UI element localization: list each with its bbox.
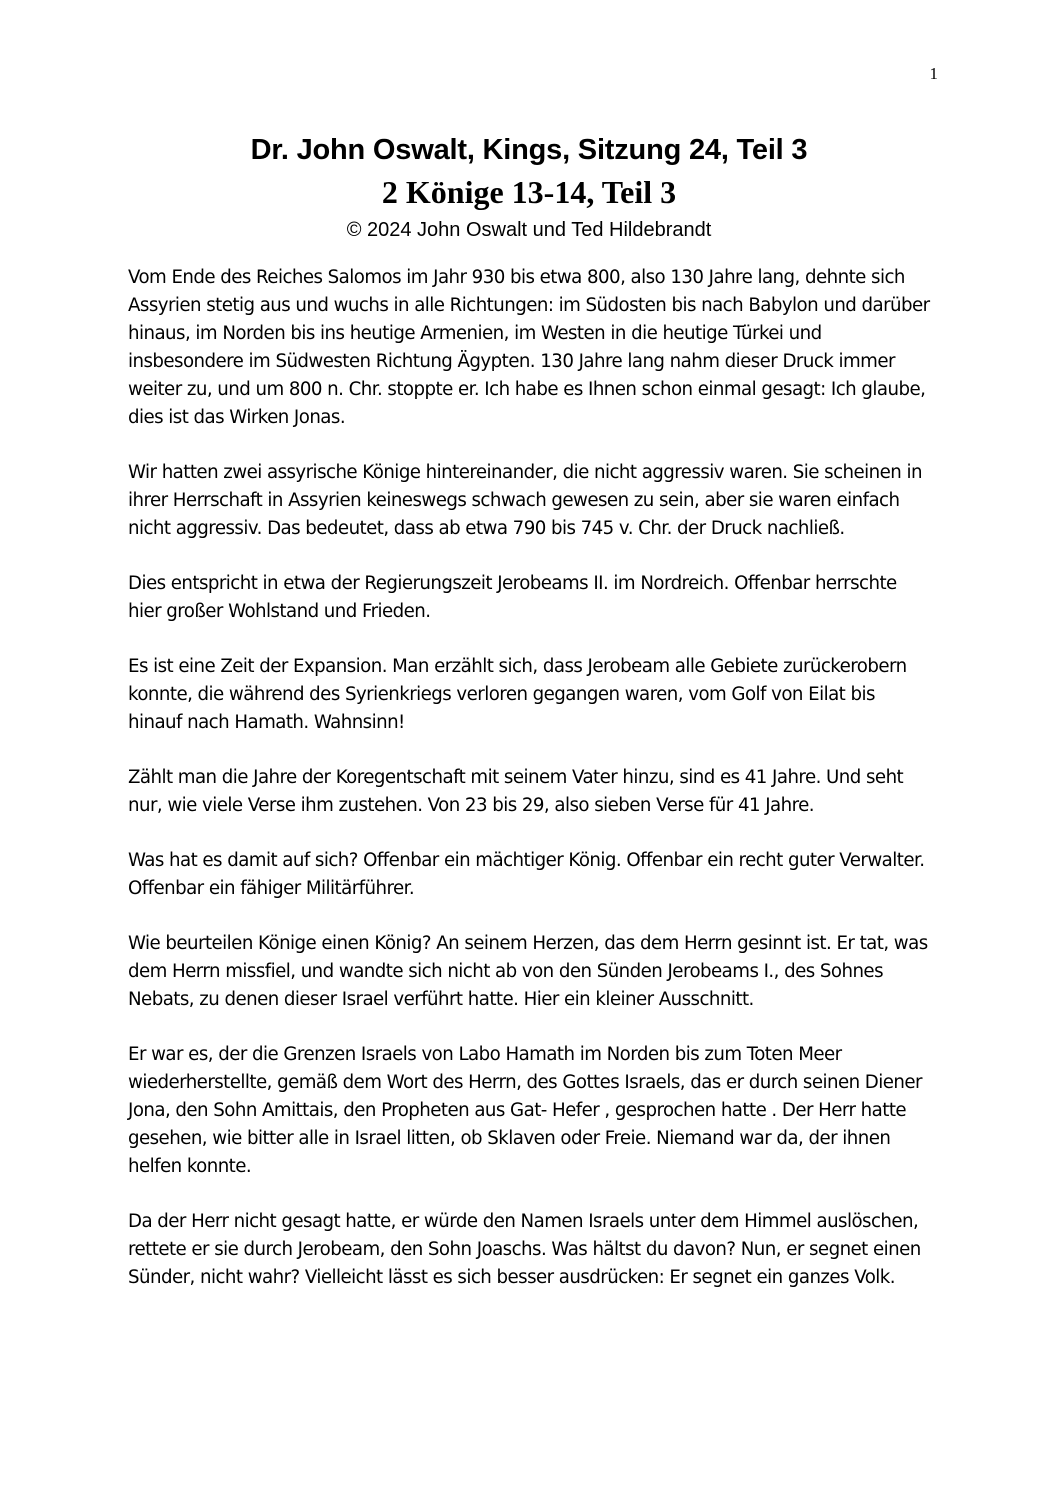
document-body (128, 264, 934, 1319)
document-title: Dr. John Oswalt, Kings, Sitzung 24, Teil 3 (250, 134, 808, 166)
paragraph-5: Zählt man die Jahre der Koregentschaft mit seinem Vater hinzu, sind es 41 Jahre. Und seht nur, wie viele Verse ihm zustehen. Von 23 bis 29, also sieben Verse für 41 Jahre. (128, 767, 904, 816)
document-subtitle: 2 Könige 13-14, Teil 3 (381, 174, 677, 210)
paragraph-6: Was hat es damit auf sich? Offenbar ein mächtiger König. Offenbar ein recht guter Verwalter. Offenbar ein fähiger Militärführer. (128, 850, 925, 899)
paragraph-4: Es ist eine Zeit der Expansion. Man erzählt sich, dass Jerobeam alle Gebiete zurückerobern konnte, die während des Syrienkriegs verloren gegangen waren, vom Golf von Eilat bis hinauf nach Hamath. Wahnsinn! (128, 656, 907, 733)
paragraph-8: Er war es, der die Grenzen Israels von Labo Hamath im Norden bis zum Toten Meer wiederherstellte, gemäß dem Wort des Herrn, des Gottes Israels, das er durch seinen Diener Jona, den Sohn Amittais, den Propheten aus Gat- Hefer , gesprochen hatte . Der Herr hatte gesehen, wie bitter alle in Israel litten, ob Sklaven oder Freie. Niemand war da, der ihnen helfen konnte. (128, 1044, 922, 1177)
paragraph-7: Wie beurteilen Könige einen König? An seinem Herzen, das dem Herrn gesinnt ist. Er tat, was dem Herrn missfiel, und wandte sich nicht ab von den Sünden Jerobeams I., des Sohnes Nebats, zu denen dieser Israel verführt hatte. Hier ein kleiner Ausschnitt. (128, 933, 928, 1010)
copyright-line: © 2024 John Oswalt und Ted Hildebrandt (346, 219, 712, 241)
paragraph-9: Da der Herr nicht gesagt hatte, er würde den Namen Israels unter dem Himmel auslöschen, rettete er sie durch Jerobeam, den Sohn Joaschs. Was hältst du davon? Nun, er segnet einen Sünder, nicht wahr? Vielleicht lässt es sich besser ausdrücken: Er segnet ein ganzes Volk. (128, 1211, 921, 1288)
paragraph-1: Vom Ende des Reiches Salomos im Jahr 930 bis etwa 800, also 130 Jahre lang, dehnte sich Assyrien stetig aus und wuchs in alle Richtungen: im Südosten bis nach Babylon und darüber hinaus, im Norden bis ins heutige Armenien, im Westen in die heutige Türkei und insbesondere im Südwesten Richtung Ägypten. 130 Jahre lang nahm dieser Druck immer weiter zu, und um 800 n. Chr. stoppte er. Ich habe es Ihnen schon einmal gesagt: Ich glaube, dies ist das Wirken Jonas. (128, 267, 930, 428)
paragraph-2: Wir hatten zwei assyrische Könige hintereinander, die nicht aggressiv waren. Sie scheinen in ihrer Herrschaft in Assyrien keineswegs schwach gewesen zu sein, aber sie waren einfach nicht aggressiv. Das bedeutet, dass ab etwa 790 bis 745 v. Chr. der Druck nachließ. (128, 462, 922, 539)
page-number: 1 (929, 64, 938, 83)
paragraph-3: Dies entspricht in etwa der Regierungszeit Jerobeams II. im Nordreich. Offenbar herrschte hier großer Wohlstand und Frieden. (128, 573, 897, 622)
